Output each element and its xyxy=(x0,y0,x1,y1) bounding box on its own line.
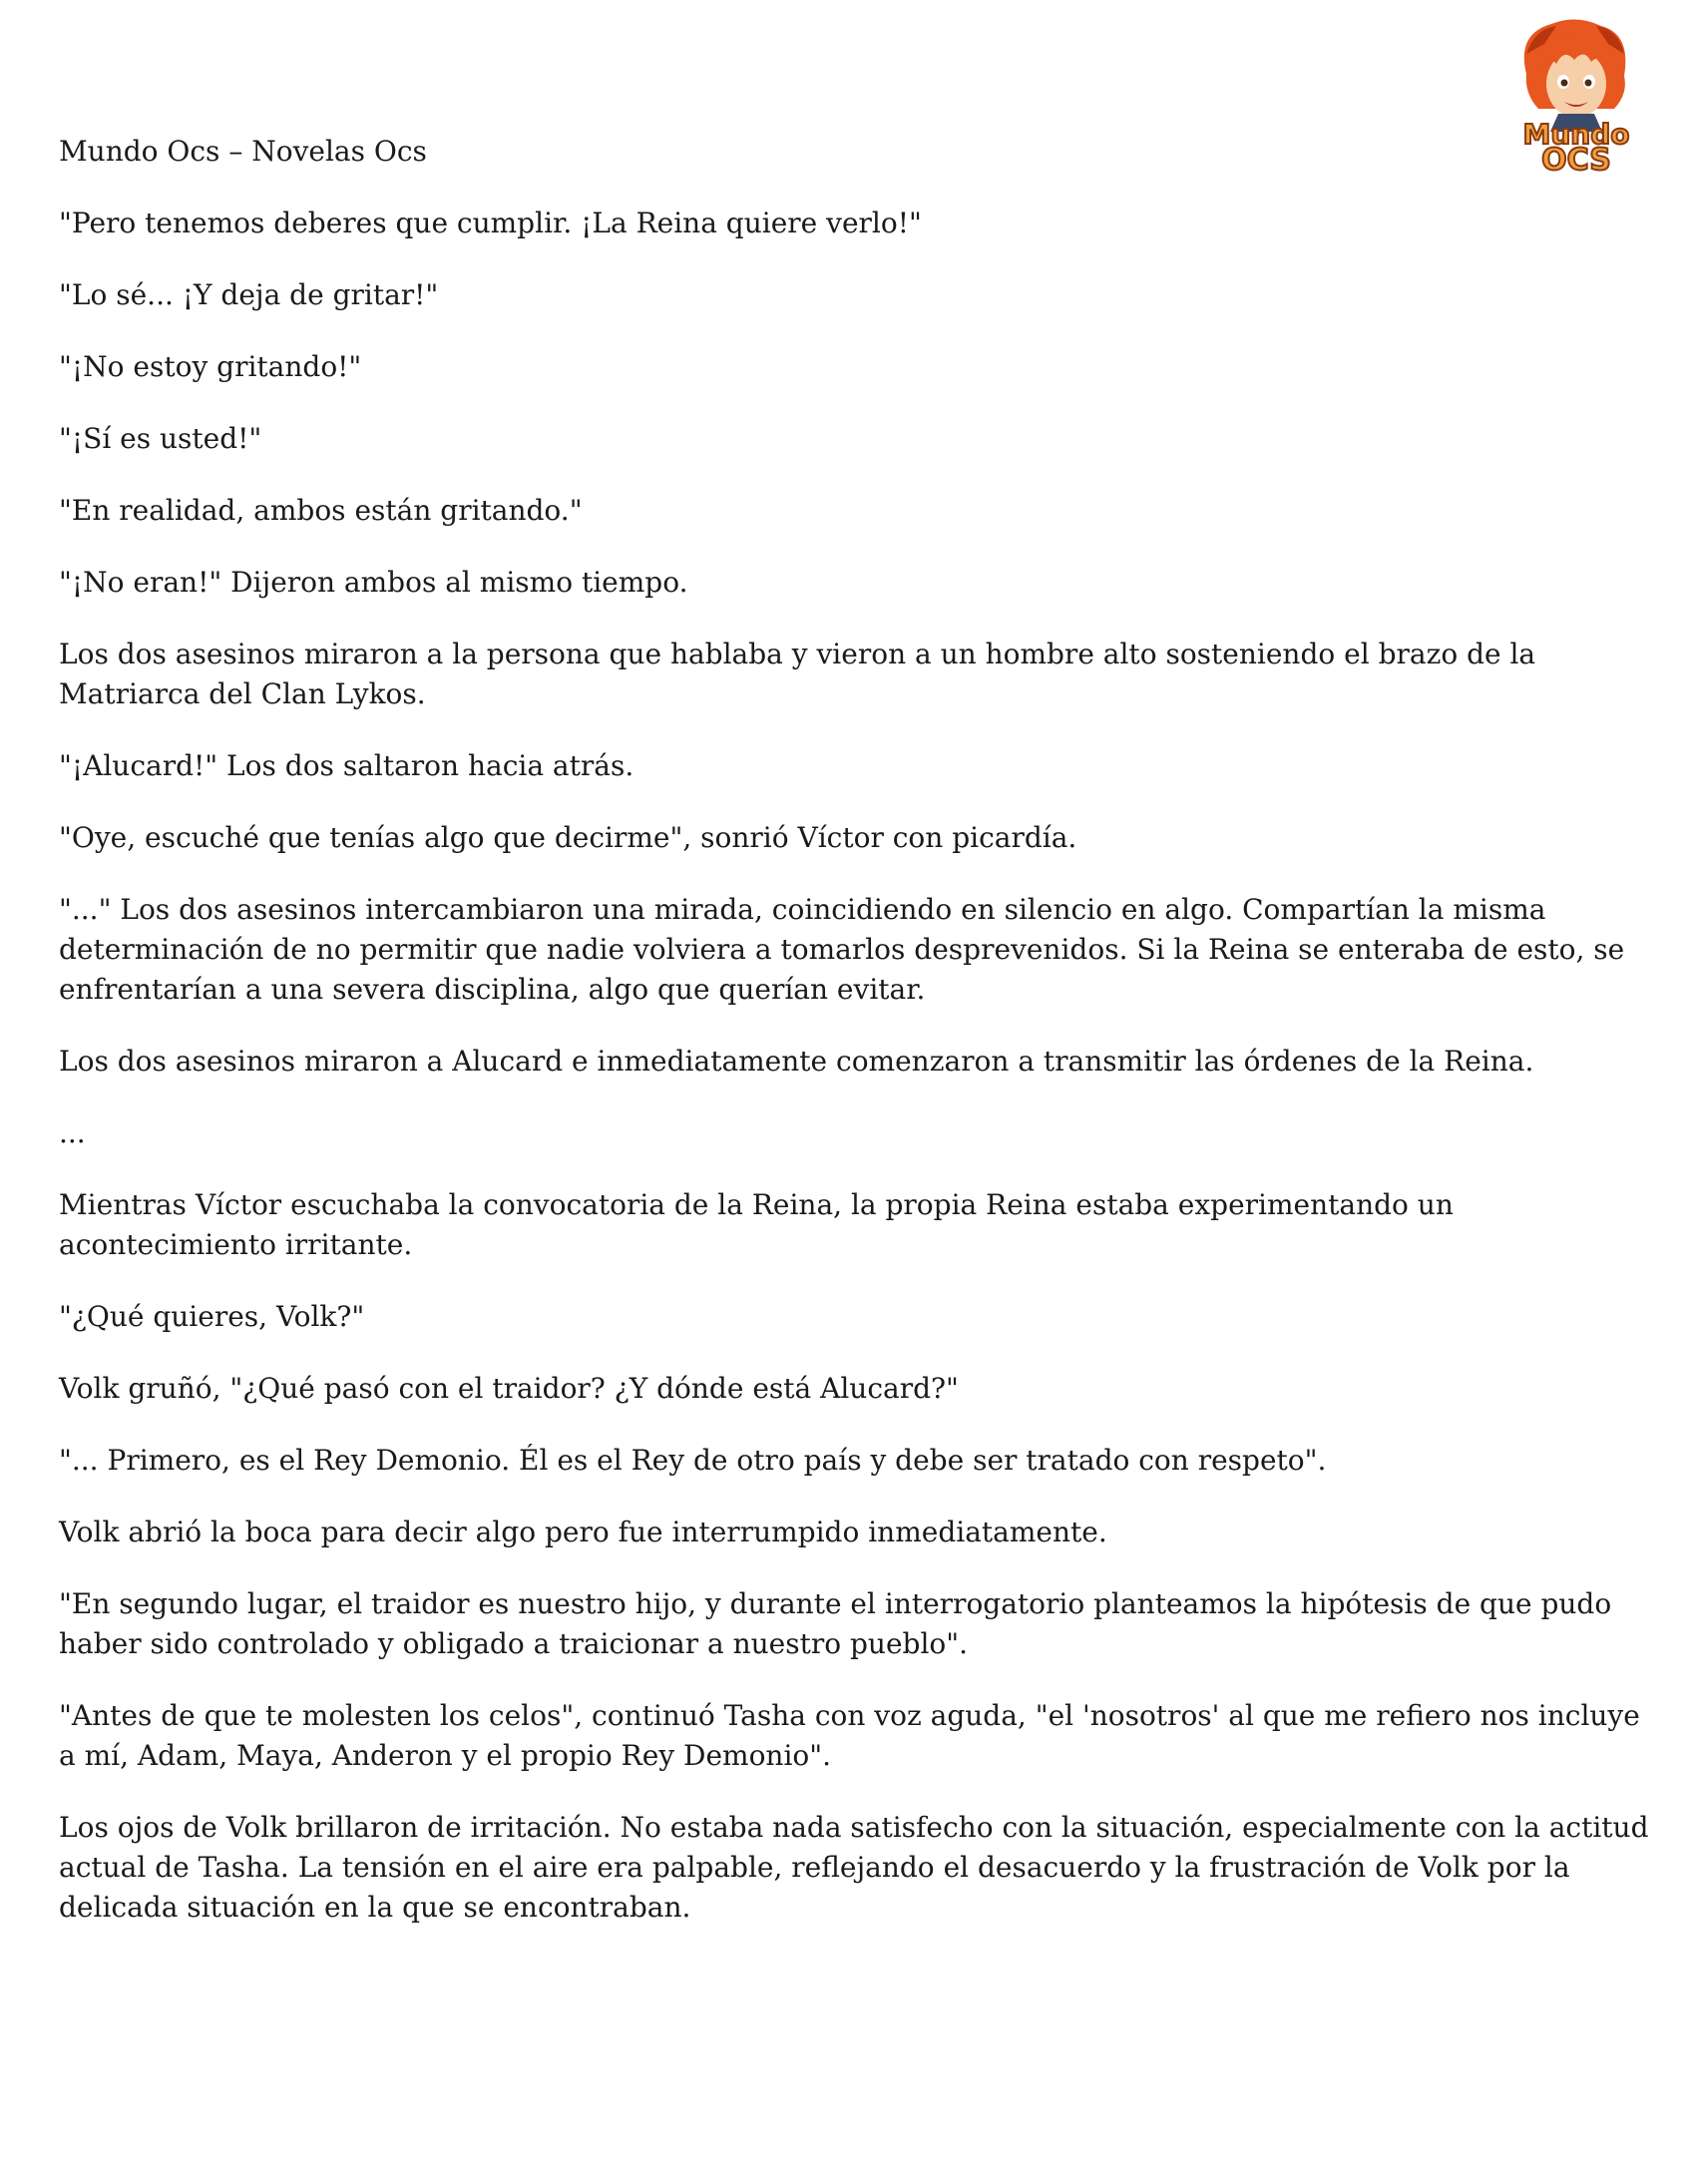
paragraph: Volk abrió la boca para decir algo pero fue interrumpido inmediatamente. xyxy=(59,1516,1107,1548)
paragraph: "Antes de que te molesten los celos", continuó Tasha con voz aguda, "el 'nosotros' al que me refiero nos incluye a mí, Adam, Maya, Anderon y el propio Rey Demonio". xyxy=(59,1699,1640,1772)
paragraph: "En realidad, ambos están gritando." xyxy=(59,494,583,527)
paragraph: "... Primero, es el Rey Demonio. Él es el Rey de otro país y debe ser tratado con respeto". xyxy=(59,1444,1327,1477)
paragraph: "¡No estoy gritando!" xyxy=(59,350,362,383)
paragraph: Los dos asesinos miraron a la persona que hablaba y vieron a un hombre alto sosteniendo el brazo de la Matriarca del Clan Lykos. xyxy=(59,638,1536,710)
paragraph: Mientras Víctor escuchaba la convocatoria de la Reina, la propia Reina estaba experimentando un acontecimiento irritante. xyxy=(59,1188,1454,1261)
scene-break: ... xyxy=(59,1116,86,1149)
paragraph: "En segundo lugar, el traidor es nuestro hijo, y durante el interrogatorio planteamos la hipótesis de que pudo haber sido controlado y obligado a traicionar a nuestro pueblo". xyxy=(59,1587,1612,1660)
paragraph: "¡Sí es usted!" xyxy=(59,422,262,455)
logo-text-line1: Mundo xyxy=(1522,118,1630,151)
paragraph: "Pero tenemos deberes que cumplir. ¡La Reina quiere verlo!" xyxy=(59,207,922,239)
paragraph: "¿Qué quieres, Volk?" xyxy=(59,1300,365,1333)
paragraph: "Lo sé... ¡Y deja de gritar!" xyxy=(59,278,439,311)
logo-text-line2: OCS xyxy=(1541,143,1611,176)
paragraph: Los ojos de Volk brillaron de irritación. No estaba nada satisfecho con la situación, especialmente con la actitud actual de Tasha. La tensión en el aire era palpable, reflejando el desacuerdo y la frustración de Volk por la delicada situación en la que se encontraban. xyxy=(59,1811,1649,1924)
paragraph: Volk gruñó, "¿Qué pasó con el traidor? ¿Y dónde está Alucard?" xyxy=(59,1372,959,1405)
paragraph: "Oye, escuché que tenías algo que decirme", sonrió Víctor con picardía. xyxy=(59,821,1077,854)
paragraph: "¡Alucard!" Los dos saltaron hacia atrás. xyxy=(59,749,634,782)
paragraph: "..." Los dos asesinos intercambiaron una mirada, coincidiendo en silencio en algo. Compartían la misma determinación de no permitir que nadie volviera a tomarlos desprevenidos. Si la Reina se enteraba de esto, se enfrentarían a una severa disciplina, algo que querían evitar. xyxy=(59,893,1625,1006)
paragraph: "¡No eran!" Dijeron ambos al mismo tiempo. xyxy=(59,566,688,599)
document-header-title: Mundo Ocs – Novelas Ocs xyxy=(59,135,427,168)
document-body xyxy=(59,132,1655,1960)
paragraph: Los dos asesinos miraron a Alucard e inmediatamente comenzaron a transmitir las órdenes de la Reina. xyxy=(59,1045,1534,1078)
